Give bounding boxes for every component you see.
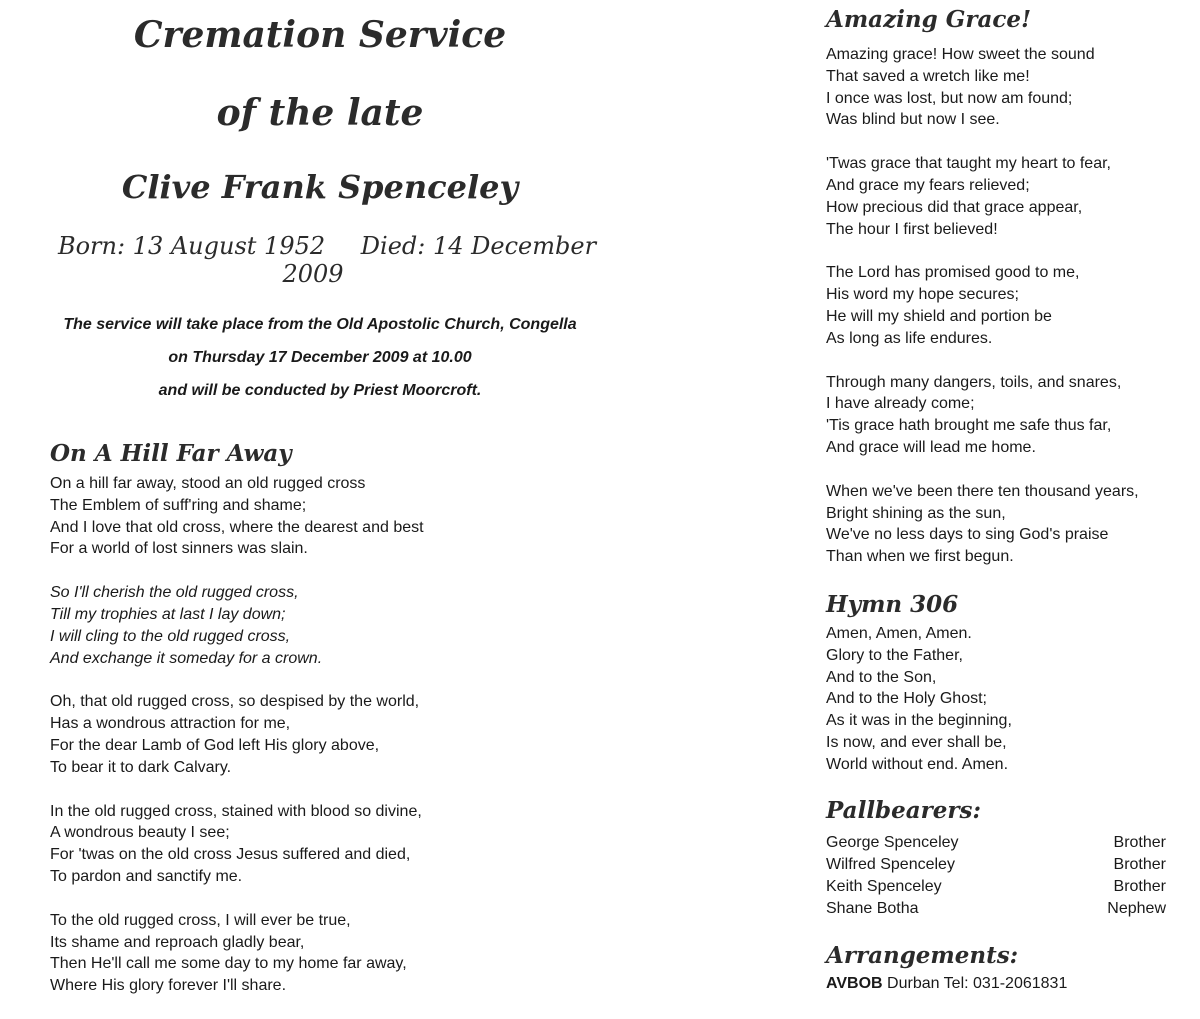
lyric-line: We've no less days to sing God's praise — [826, 526, 1109, 544]
lyric-line: 'Twas grace that taught my heart to fear, — [826, 155, 1111, 173]
lyric-line: To pardon and sanctify me. — [50, 867, 243, 885]
service-details — [0, 308, 640, 407]
lyric-line: Is now, and ever shall be, — [826, 733, 1007, 751]
hymn-1-title: On A Hill Far Away — [50, 440, 292, 467]
stanza — [50, 910, 424, 997]
lyric-line: A wondrous beauty I see; — [50, 824, 230, 842]
hymn-3-lyrics — [826, 623, 1012, 776]
lyric-line: Glory to the Father, — [826, 646, 963, 664]
lyric-line: As it was in the beginning, — [826, 712, 1012, 730]
lyric-line: That saved a wretch like me! — [826, 67, 1030, 85]
lyric-line: For a world of lost sinners was slain. — [50, 540, 308, 558]
stanza — [826, 262, 1139, 349]
lyric-line: The Emblem of suff'ring and shame; — [50, 496, 307, 514]
lyric-line: To bear it to dark Calvary. — [50, 758, 232, 776]
pallbearer-row — [826, 832, 1166, 854]
lyric-line: 'Tis grace hath brought me safe thus far, — [826, 417, 1112, 435]
hymn-2-lyrics — [826, 44, 1139, 590]
pallbearer-name: Shane Botha — [826, 900, 919, 917]
lyric-line: When we've been there ten thousand years, — [826, 482, 1139, 500]
lyric-line: Till my trophies at last I lay down; — [50, 605, 286, 623]
lyric-line: I have already come; — [826, 395, 975, 413]
pallbearer-name: George Spenceley — [826, 834, 959, 851]
service-line: The service will take place from the Old Apostolic Church, Congella — [63, 316, 577, 333]
lyric-line: And to the Son, — [826, 668, 937, 686]
lyric-line: Was blind but now I see. — [826, 111, 1000, 129]
title-line-2: of the late — [216, 92, 424, 134]
lyric-line: In the old rugged cross, stained with blood so divine, — [50, 802, 422, 820]
lyric-line: And to the Holy Ghost; — [826, 690, 987, 708]
service-line: and will be conducted by Priest Moorcroft. — [158, 382, 482, 399]
title-line-1: Cremation Service — [133, 14, 507, 56]
arrangements-title: Arrangements: — [826, 942, 1019, 969]
lyric-line: To the old rugged cross, I will ever be true, — [50, 911, 351, 929]
stanza — [50, 801, 424, 888]
died-date: Died: 14 December 2009 — [282, 232, 597, 288]
stanza — [826, 372, 1139, 459]
lyric-line: For 'twas on the old cross Jesus suffered and died, — [50, 846, 411, 864]
funeral-company: AVBOB — [826, 975, 883, 992]
lyric-line: Has a wondrous attraction for me, — [50, 715, 291, 733]
lyric-line: The Lord has promised good to me, — [826, 264, 1080, 282]
lyric-line: And exchange it someday for a crown. — [50, 649, 323, 667]
lyric-line: Than when we first begun. — [826, 548, 1014, 566]
pallbearer-relation: Brother — [1113, 878, 1166, 895]
lyric-line: How precious did that grace appear, — [826, 198, 1083, 216]
stanza — [826, 44, 1139, 131]
lyric-line: As long as life endures. — [826, 329, 993, 347]
lyric-line: So I'll cherish the old rugged cross, — [50, 584, 299, 602]
stanza — [826, 153, 1139, 240]
hymn-3-title: Hymn 306 — [826, 591, 959, 618]
arrangements-details — [826, 975, 1067, 993]
chorus — [50, 582, 424, 669]
lyric-line: Then He'll call me some day to my home far away, — [50, 955, 407, 973]
lyric-line: Oh, that old rugged cross, so despised by the world, — [50, 693, 420, 711]
lyric-line: I once was lost, but now am found; — [826, 89, 1073, 107]
hymn-1-lyrics — [50, 473, 424, 1019]
lyric-line: I will cling to the old rugged cross, — [50, 627, 291, 645]
pallbearer-row — [826, 854, 1166, 876]
stanza — [50, 473, 424, 560]
pallbearer-row — [826, 898, 1166, 920]
stanza — [826, 481, 1139, 568]
pallbearers-list — [826, 832, 1166, 920]
pallbearers-title: Pallbearers: — [826, 797, 981, 824]
deceased-name: Clive Frank Spenceley — [121, 168, 519, 206]
lyric-line: Where His glory forever I'll share. — [50, 977, 287, 995]
lyric-line: Amazing grace! How sweet the sound — [826, 46, 1095, 63]
lyric-line: For the dear Lamb of God left His glory above, — [50, 736, 380, 754]
lyric-line: And grace my fears relieved; — [826, 176, 1030, 194]
lyric-line: Its shame and reproach gladly bear, — [50, 933, 305, 951]
lyric-line: And I love that old cross, where the dearest and best — [50, 518, 424, 536]
pallbearer-name: Keith Spenceley — [826, 878, 942, 895]
lyric-line: On a hill far away, stood an old rugged cross — [50, 475, 366, 492]
lyric-line: The hour I first believed! — [826, 220, 998, 238]
born-date: Born: 13 August 1952 — [57, 232, 326, 260]
funeral-contact: Durban Tel: 031-2061831 — [887, 975, 1068, 992]
lyric-line: Amen, Amen, Amen. — [826, 625, 972, 642]
pallbearer-relation: Nephew — [1107, 900, 1166, 917]
lyric-line: He will my shield and portion be — [826, 307, 1052, 325]
pallbearer-row — [826, 876, 1166, 898]
hymn-2-title: Amazing Grace! — [826, 6, 1032, 33]
lyric-line: World without end. Amen. — [826, 755, 1009, 773]
service-line: on Thursday 17 December 2009 at 10.00 — [168, 349, 472, 366]
pallbearer-relation: Brother — [1113, 856, 1166, 873]
pallbearer-relation: Brother — [1113, 834, 1166, 851]
lyric-line: And grace will lead me home. — [826, 438, 1036, 456]
pallbearer-name: Wilfred Spenceley — [826, 856, 955, 873]
stanza — [50, 691, 424, 778]
lyric-line: Through many dangers, toils, and snares, — [826, 373, 1122, 391]
lyric-line: His word my hope secures; — [826, 286, 1019, 304]
lyric-line: Bright shining as the sun, — [826, 504, 1006, 522]
dates-line — [10, 232, 630, 288]
